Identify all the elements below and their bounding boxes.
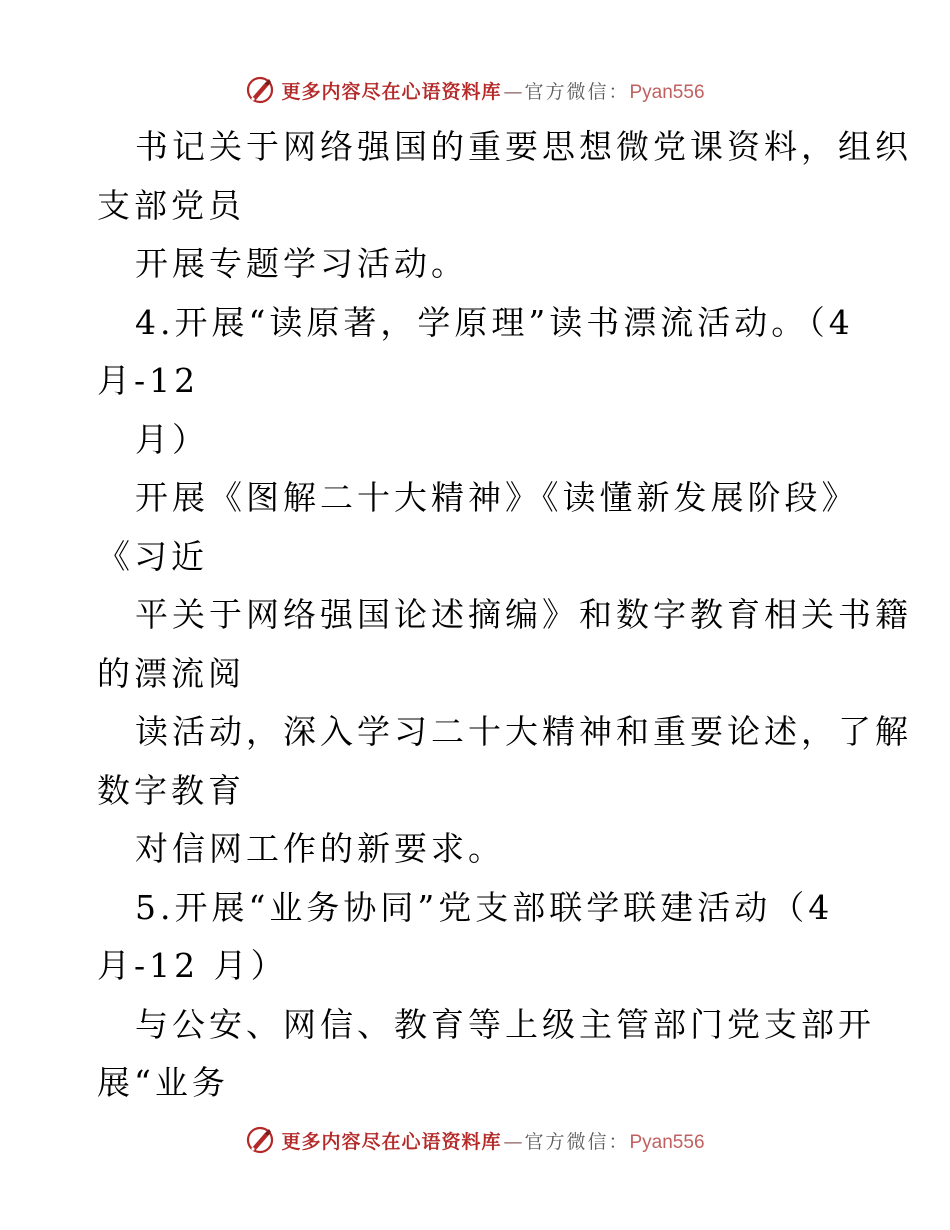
text-line: 平关于网络强国论述摘编》和数字教育相关书籍 bbox=[135, 595, 912, 634]
text-line: 《习近 bbox=[97, 536, 208, 576]
text-line: 5.开展“业务协同”党支部联学联建活动（4 bbox=[135, 887, 834, 927]
text-line: 数字教育 bbox=[97, 770, 245, 810]
watermark-main-text: 更多内容尽在心语资料库 bbox=[281, 1130, 502, 1153]
text-line: 开展专题学习活动。 bbox=[135, 244, 468, 283]
pen-logo-icon bbox=[245, 1125, 275, 1155]
text-line: 与公安、网信、教育等上级主管部门党支部开 bbox=[135, 1004, 875, 1044]
watermark-wechat-id: Pyan556 bbox=[629, 81, 705, 103]
watermark-dash: — bbox=[503, 1130, 523, 1153]
text-line: 展“业务 bbox=[97, 1063, 229, 1102]
text-line: 月-12 bbox=[97, 361, 200, 400]
text-line: 的漂流阅 bbox=[97, 653, 245, 693]
pen-logo-icon bbox=[245, 75, 275, 105]
text-line: 书记关于网络强国的重要思想微党课资料，组织 bbox=[135, 127, 912, 166]
text-line: 月） bbox=[135, 419, 209, 459]
watermark-main-text: 更多内容尽在心语资料库 bbox=[281, 80, 502, 103]
text-line: 支部党员 bbox=[97, 185, 245, 225]
watermark-sub-text: 官方微信： bbox=[524, 80, 630, 103]
watermark-dash: — bbox=[503, 80, 523, 103]
text-line: 开展《图解二十大精神》《读懂新发展阶段》 bbox=[135, 478, 859, 517]
watermark-footer bbox=[0, 1122, 950, 1158]
text-line: 4.开展“读原著，学原理”读书漂流活动。（4 bbox=[135, 302, 854, 342]
text-line: 对信网工作的新要求。 bbox=[135, 829, 505, 868]
watermark-sub-text: 官方微信： bbox=[524, 1130, 630, 1153]
text-line: 读活动，深入学习二十大精神和重要论述，了解 bbox=[135, 712, 912, 751]
watermark-header bbox=[0, 72, 950, 108]
watermark-wechat-id: Pyan556 bbox=[629, 1131, 705, 1153]
document-body bbox=[97, 118, 912, 1113]
text-line: 月-12 月） bbox=[97, 946, 288, 985]
